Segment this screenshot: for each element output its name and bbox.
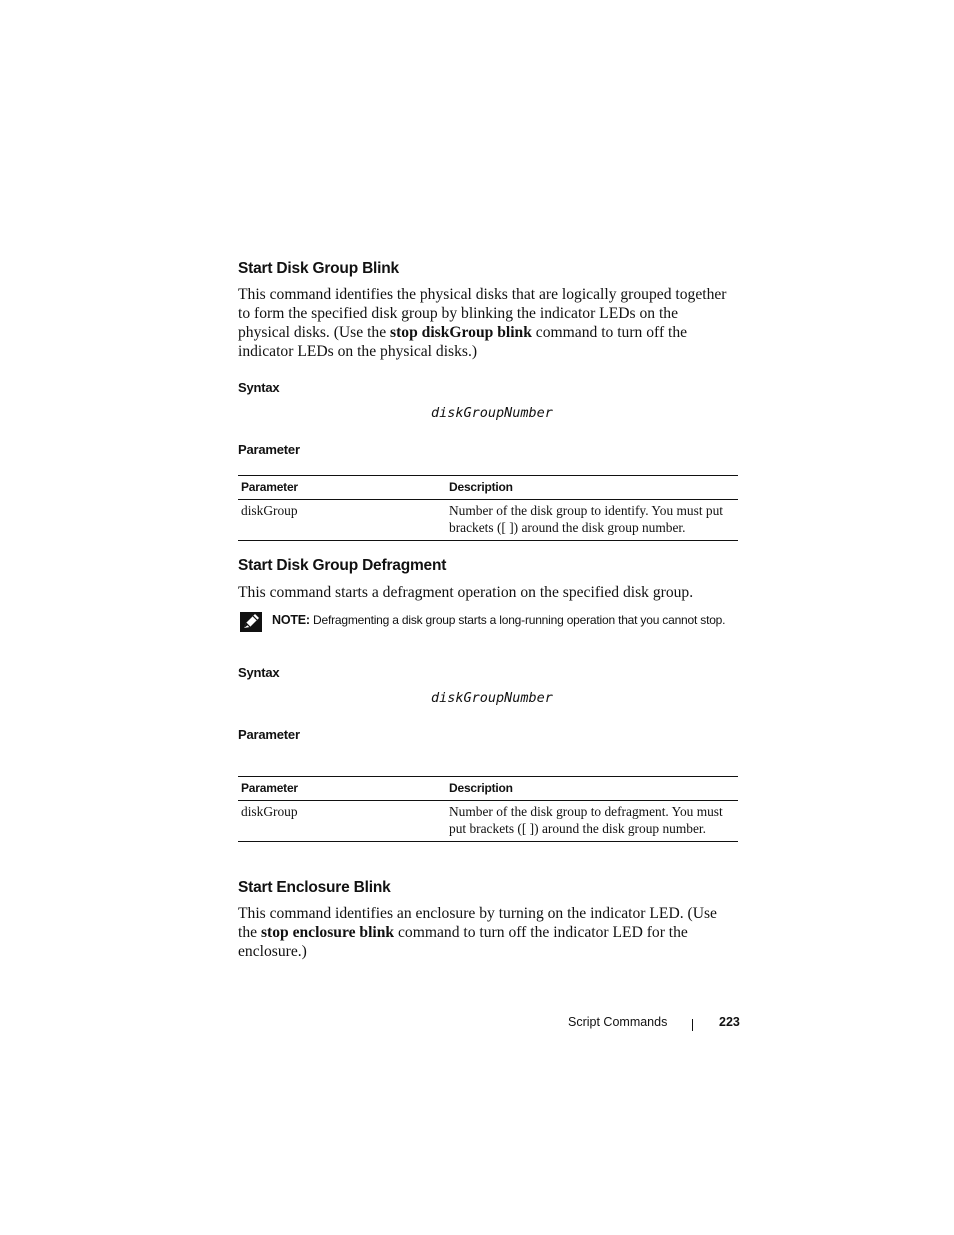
footer-divider bbox=[692, 1019, 693, 1031]
table-row bbox=[238, 801, 738, 842]
note-body: Defragmenting a disk group starts a long-running operation that you cannot stop. bbox=[309, 613, 726, 627]
section-title-start-disk-group-defragment: Start Disk Group Defragment bbox=[238, 557, 447, 574]
command-reference: stop enclosure blink bbox=[260, 923, 395, 941]
column-header-description: Description bbox=[446, 777, 738, 801]
description-text: This command identifies an enclosure by turning on the indicator LED. (Use the bbox=[238, 905, 717, 941]
table-header-row bbox=[238, 476, 738, 500]
description-text: This command identifies the physical disks that are logically grouped together to form the specified disk group by blinking the indicator LEDs on the physical disks. (Use the bbox=[238, 286, 727, 341]
section-title-start-enclosure-blink: Start Enclosure Blink bbox=[238, 879, 391, 896]
parameter-name-cell: diskGroup bbox=[241, 503, 298, 518]
section-description bbox=[238, 286, 733, 362]
page-number: 223 bbox=[719, 1015, 740, 1029]
note-text bbox=[272, 612, 738, 629]
syntax-code: diskGroupNumber bbox=[431, 405, 553, 421]
parameter-name-cell: diskGroup bbox=[241, 804, 298, 819]
column-header-parameter: Parameter bbox=[238, 476, 446, 500]
syntax-code: diskGroupNumber bbox=[431, 690, 553, 706]
column-header-parameter: Parameter bbox=[238, 777, 446, 801]
note-label: NOTE: bbox=[272, 613, 310, 627]
parameter-table bbox=[238, 475, 738, 541]
section-description: This command starts a defragment operation on the specified disk group. bbox=[238, 584, 694, 601]
table-row bbox=[238, 500, 738, 541]
section-title-start-disk-group-blink: Start Disk Group Blink bbox=[238, 260, 399, 277]
column-header-description: Description bbox=[446, 476, 738, 500]
parameter-heading: Parameter bbox=[238, 442, 300, 457]
parameter-description-cell: Number of the disk group to defragment. You must put brackets ([ ]) around the disk group number. bbox=[449, 804, 723, 836]
description-text: command to turn off the indicator LEDs on the physical disks.) bbox=[238, 323, 688, 360]
syntax-heading: Syntax bbox=[238, 380, 280, 395]
parameter-table bbox=[238, 776, 738, 842]
parameter-description-cell: Number of the disk group to identify. You must put brackets ([ ]) around the disk group number. bbox=[449, 503, 724, 535]
pencil-note-icon bbox=[240, 612, 262, 632]
section-description bbox=[238, 905, 733, 962]
command-reference: stop diskGroup blink bbox=[390, 323, 532, 341]
parameter-heading: Parameter bbox=[238, 727, 300, 742]
description-text: command to turn off the indicator LED for the enclosure.) bbox=[238, 923, 688, 960]
syntax-heading: Syntax bbox=[238, 665, 280, 680]
footer-section-name: Script Commands bbox=[568, 1015, 668, 1029]
table-header-row bbox=[238, 777, 738, 801]
